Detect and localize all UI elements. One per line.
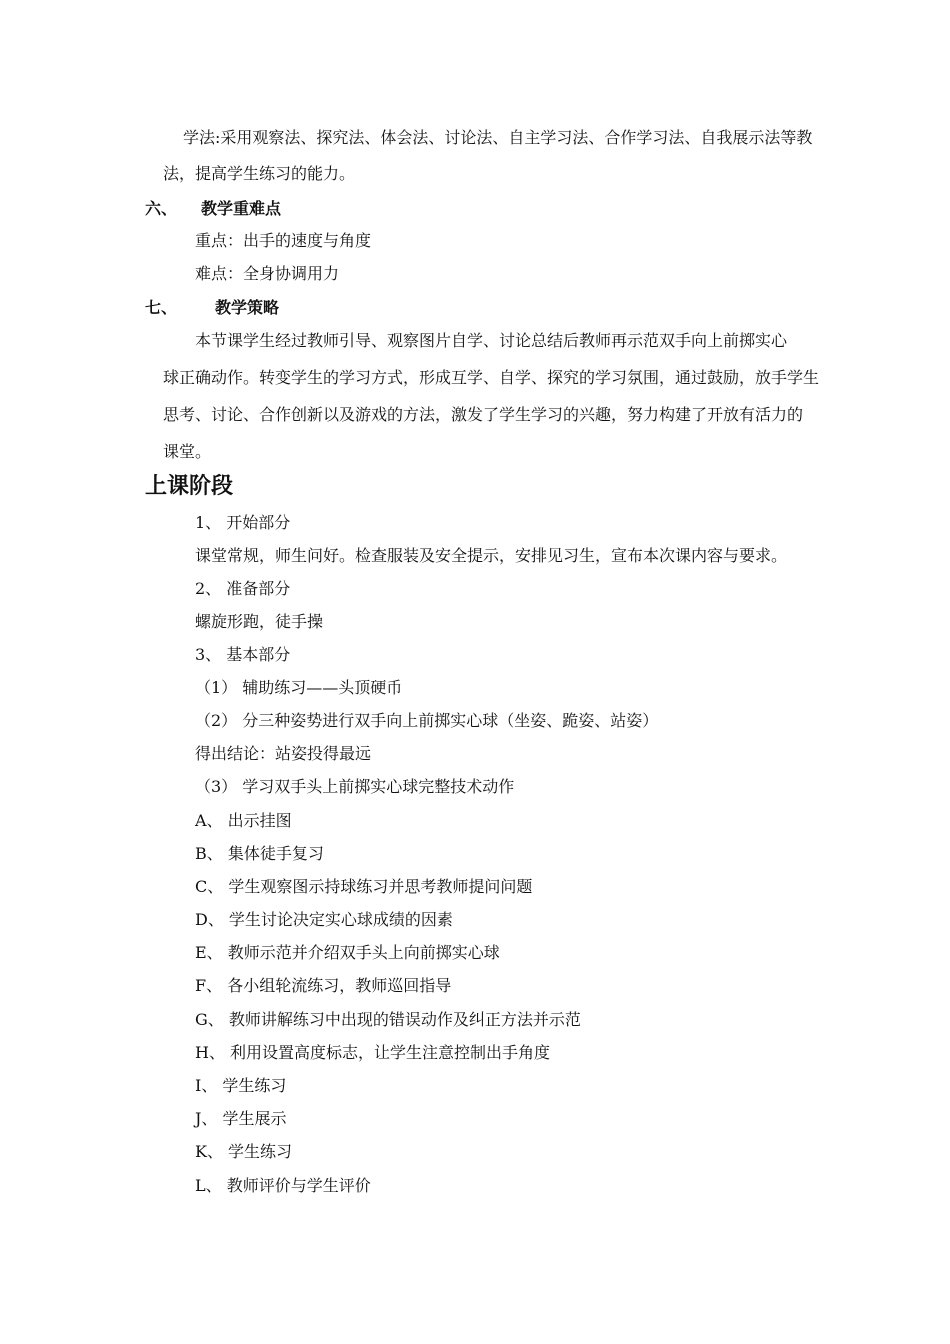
- part-1-title: 1、 开始部分: [195, 513, 291, 532]
- step-f: F、 各小组轮流练习，教师巡回指导: [195, 976, 452, 995]
- strategy-line-1: 本节课学生经过教师引导、观察图片自学、讨论总结后教师再示范双手向上前掷实心: [195, 331, 788, 350]
- part-1-text: 课堂常规，师生问好。检查服装及安全提示，安排见习生，宣布本次课内容与要求。: [195, 546, 788, 565]
- part-2-title: 2、 准备部分: [195, 579, 291, 598]
- part-2-text: 螺旋形跑，徒手操: [195, 612, 324, 631]
- step-i: I、 学生练习: [195, 1076, 287, 1095]
- section-7-title: 教学策略: [215, 298, 280, 317]
- conclusion: 得出结论：站姿投得最远: [195, 744, 372, 763]
- section-7-number: 七、: [145, 298, 178, 317]
- key-point: 重点：出手的速度与角度: [195, 231, 372, 250]
- step-d: D、 学生讨论决定实心球成绩的因素: [195, 910, 453, 929]
- strategy-line-4: 课堂。: [163, 442, 212, 461]
- section-6-number: 六、: [145, 199, 178, 218]
- strategy-line-3: 思考、讨论、合作创新以及游戏的方法，激发了学生学习的兴趣，努力构建了开放有活力的: [163, 405, 804, 424]
- stage-heading: 上课阶段: [145, 474, 234, 499]
- step-e: E、 教师示范并介绍双手头上向前掷实心球: [195, 943, 500, 962]
- strategy-line-2: 球正确动作。转变学生的学习方式，形成互学、自学、探究的学习氛围，通过鼓励，放手学生: [163, 368, 820, 387]
- difficulty-point: 难点：全身协调用力: [195, 264, 340, 283]
- section-6-title: 教学重难点: [201, 199, 282, 218]
- sub-item-1: （1） 辅助练习——头顶硬币: [195, 678, 403, 697]
- sub-item-3: （3） 学习双手头上前掷实心球完整技术动作: [195, 777, 515, 796]
- study-methods-line-1: 学法:采用观察法、探究法、体会法、讨论法、自主学习法、合作学习法、自我展示法等教: [183, 128, 813, 147]
- step-a: A、 出示挂图: [195, 811, 292, 830]
- step-c: C、 学生观察图示持球练习并思考教师提问问题: [195, 877, 533, 896]
- step-b: B、 集体徒手复习: [195, 844, 324, 863]
- step-k: K、 学生练习: [195, 1142, 293, 1161]
- step-g: G、 教师讲解练习中出现的错误动作及纠正方法并示范: [195, 1010, 581, 1029]
- step-l: L、 教师评价与学生评价: [195, 1176, 371, 1195]
- step-j: J、 学生展示: [195, 1109, 287, 1128]
- sub-item-2: （2） 分三种姿势进行双手向上前掷实心球（坐姿、跪姿、站姿）: [195, 711, 659, 730]
- study-methods-line-2: 法，提高学生练习的能力。: [163, 164, 356, 183]
- step-h: H、 利用设置高度标志，让学生注意控制出手角度: [195, 1043, 551, 1062]
- part-3-title: 3、 基本部分: [195, 645, 291, 664]
